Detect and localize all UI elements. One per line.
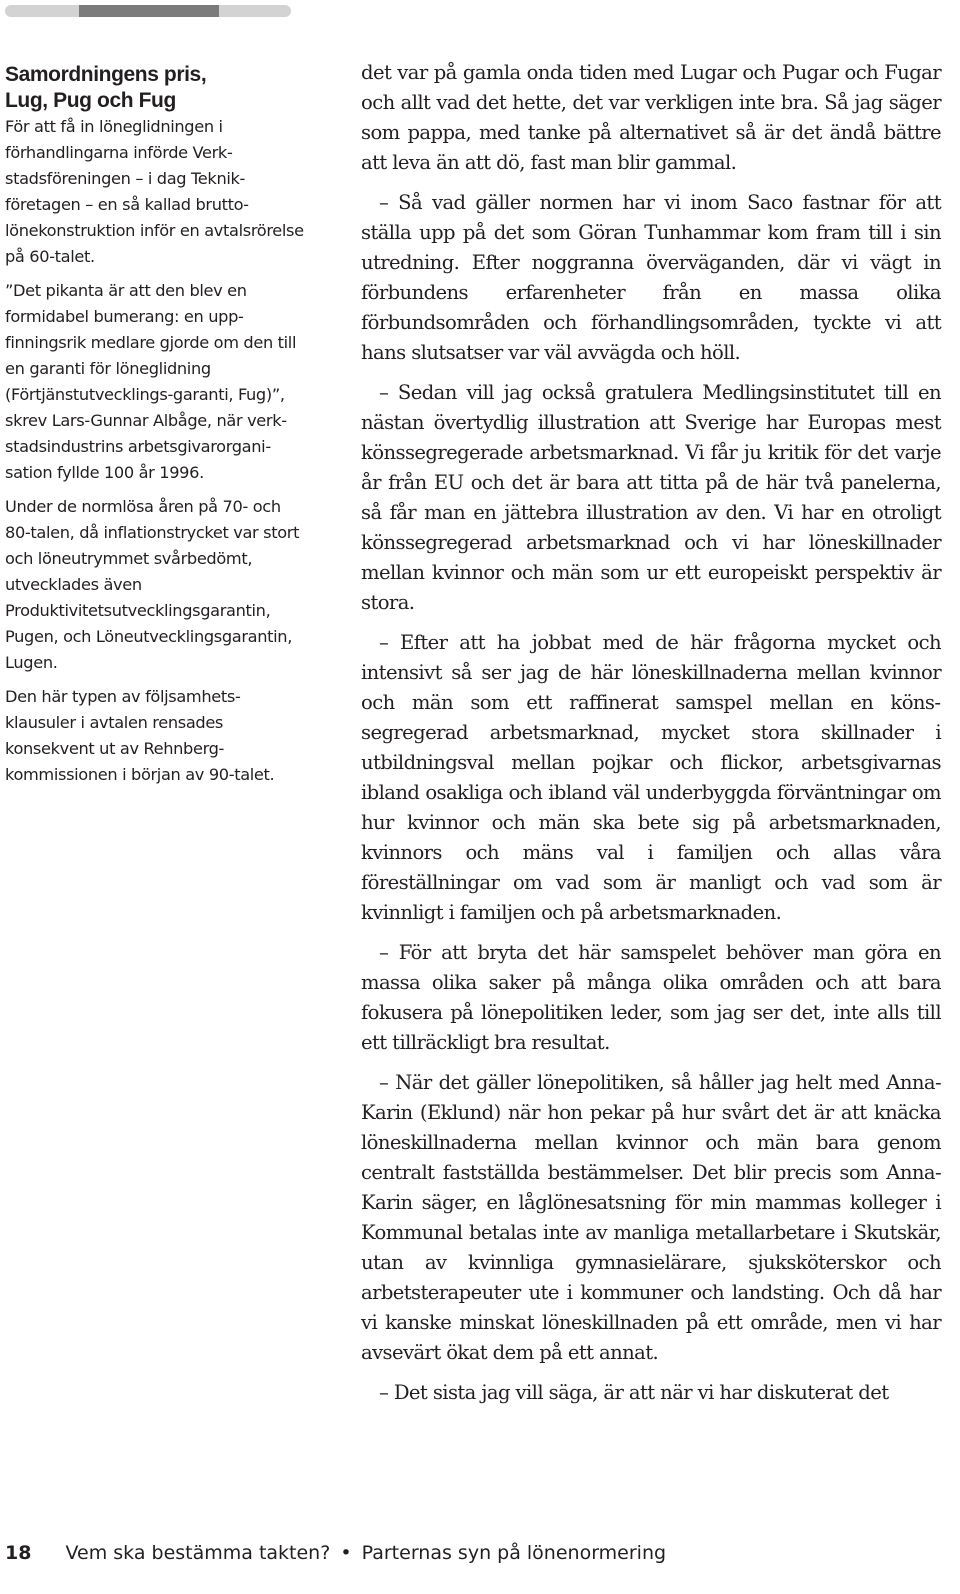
body-paragraph-2: – Så vad gäller normen har vi inom Saco fastnar för att ställa upp på det som Göran Tunhammar kom fram till i sin utredning. Efter noggranna överväganden, där vi vägt in förbundens erfarenheter från en massa olika förbundsområden och förhandlingsområden, tyckte vi att hans slutsatser var väl avvägda och höll. — [361, 191, 941, 364]
page-footer — [5, 1538, 666, 1568]
body-paragraph-4: – Efter att ha jobbat med de här frågorna mycket och intensivt så ser jag de här löneskillnaderna mellan kvinnor och män som ett raffinerat samspel mellan en könssegregerad arbetsmarknad, mycket stora skillnader i utbildningsval mellan pojkar och flickor, arbetsgivarnas ibland osakliga och ibland väl underbyggda förväntningar om hur kvinnor och män ska bete sig på arbetsmarknaden, kvinnors och mäns val i familjen och allas våra föreställningar om vad som är manligt och vad som är kvinnligt i familjen och på arbetsmarknaden. — [361, 631, 941, 924]
sidebar-paragraph-2: ”Det pikanta är att den blev en formidabel bumerang: en uppfinningsrik medlare gjorde om den till en garanti för löneglidning (Förtjänstutvecklings-garanti, Fug)”, skrev Lars-Gunnar Albåge, när verkstadsindustrins arbetsgivarorganisation fyllde 100 år 1996. — [5, 281, 297, 482]
body-paragraph-7: – Det sista jag vill säga, är att när vi har diskuterat det — [379, 1381, 889, 1404]
body-paragraph-1: det var på gamla onda tiden med Lugar och Pugar och Fugar och allt vad det hette, det var verkligen inte bra. Så jag säger som pappa, med tanke på alternativet så är det ändå bättre att leva än att dö, fast man blir gammal. — [361, 61, 941, 174]
sidebar-heading-line2: Lug, Pug och Fug — [5, 89, 176, 112]
sidebar-paragraph-4: Den här typen av följsamhetsklausuler i avtalen rensades konsekvent ut av Rehnbergkommissionen i början av 90-talet. — [5, 687, 275, 784]
sidebar-box — [5, 62, 305, 796]
scrollbar-thumb[interactable] — [79, 5, 219, 17]
sidebar-paragraph-3: Under de normlösa åren på 70- och 80-talen, då inflationstrycket var stort och löneutrymmet svårbedömt, utvecklades även Produktivitetsutvecklingsgarantin, Pugen, och Löneutvecklingsgarantin, Lugen. — [5, 497, 300, 672]
footer-bullet: • — [340, 1542, 352, 1564]
body-paragraph-3: – Sedan vill jag också gratulera Medlingsinstitutet till en nästan övertydlig illustration att Sverige har Europas mest könssegregerade arbetsmarknad. Vi får ju kritik för det varje år från EU och det är bara att titta på de här två panelerna, så får man en jättebra illustration av den. Vi har en otroligt könssegregerad arbetsmarknad och vi har löneskillnader mellan kvinnor och män som ur ett europeiskt perspektiv är stora. — [361, 381, 941, 614]
page-number: 18 — [5, 1542, 32, 1564]
sidebar-heading-line1: Samordningens pris, — [5, 63, 207, 86]
scrollbar[interactable] — [5, 5, 291, 17]
main-text-column — [361, 58, 941, 1418]
footer-section: Parternas syn på lönenormering — [361, 1542, 667, 1564]
footer-title: Vem ska bestämma takten? — [65, 1542, 331, 1564]
body-paragraph-5: – För att bryta det här samspelet behöver man göra en massa olika saker på många olika områden och att bara fokusera på lönepolitiken leder, som jag ser det, inte alls till ett tillräckligt bra resultat. — [361, 941, 941, 1054]
body-paragraph-6: – När det gäller lönepolitiken, så håller jag helt med Anna-Karin (Eklund) när hon pekar på hur svårt det är att knäcka löneskillnaderna mellan kvinnor och män bara genom centralt fastställda bestämmelser. Det blir precis som Anna-Karin säger, en låglönesatsning för min mammas kolleger i Kommunal betalas inte av manliga metallarbetare i Skutskär, utan av kvinnliga gymnasielärare, sjuksköterskor och arbetsterapeuter ute i kommuner och landsting. Och då har vi kanske minskat löneskillnaden på ett område, men vi har avsevärt ökat dem på ett annat. — [361, 1071, 941, 1364]
sidebar-paragraph-1: För att få in löneglidningen i förhandlingarna införde Verkstadsföreningen – i dag Teknikföretagen – en så kallad bruttolönekonstruktion inför en avtalsrörelse på 60-talet. — [5, 117, 304, 266]
sidebar-heading — [5, 62, 305, 114]
